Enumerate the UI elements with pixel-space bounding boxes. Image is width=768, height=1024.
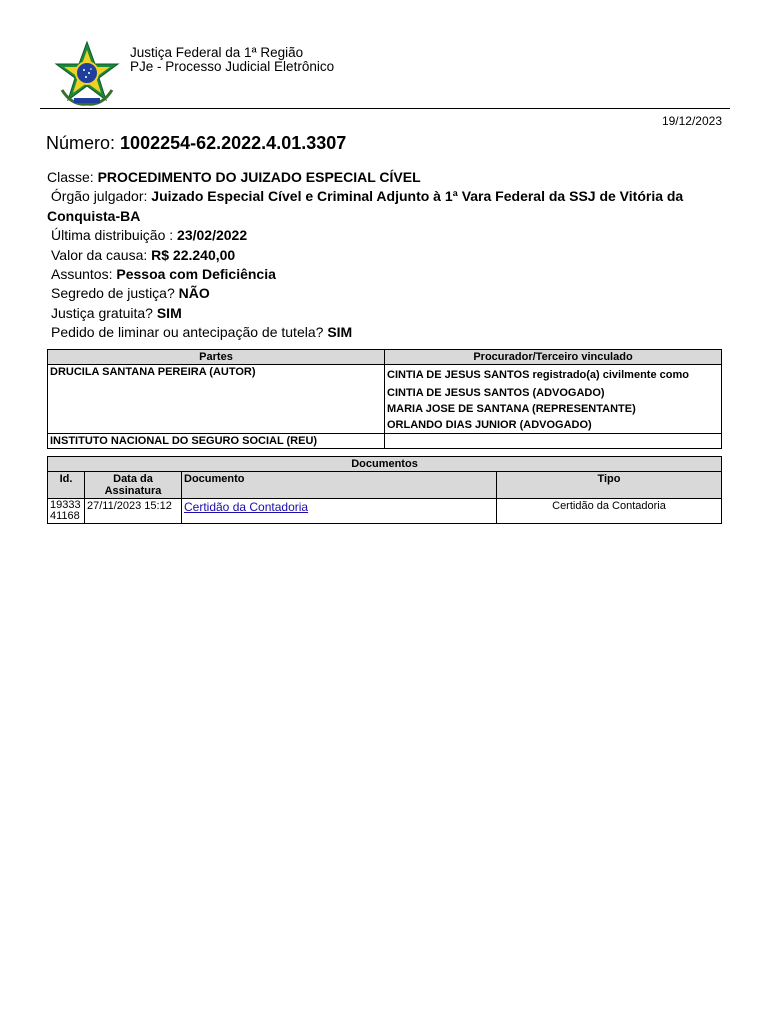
numero-value: 1002254-62.2022.4.01.3307 bbox=[120, 133, 347, 153]
doc-tipo-cell: Certidão da Contadoria bbox=[497, 499, 722, 524]
classe-label: Classe: bbox=[47, 169, 94, 185]
field-valor bbox=[47, 246, 727, 265]
procurador-line: ORLANDO DIAS JUNIOR (ADVOGADO) bbox=[387, 419, 592, 431]
documento-link[interactable]: Certidão da Contadoria bbox=[184, 500, 309, 514]
field-liminar bbox=[47, 323, 727, 342]
field-distribuicao bbox=[47, 226, 727, 245]
field-classe bbox=[47, 168, 727, 187]
segredo-value: NÃO bbox=[178, 285, 210, 302]
header-line-2: PJe - Processo Judicial Eletrônico bbox=[130, 59, 335, 74]
document-date: 19/12/2023 bbox=[661, 114, 722, 128]
partes-table bbox=[47, 349, 722, 449]
field-orgao bbox=[47, 187, 727, 226]
documentos-title: Documentos bbox=[48, 457, 722, 472]
field-assuntos bbox=[47, 265, 727, 284]
orgao-value: Juizado Especial Cível e Criminal Adjunto à 1ª Vara Federal da SSJ de Vitória da Conquista-BA bbox=[47, 188, 684, 224]
procurador-cell bbox=[385, 434, 722, 449]
liminar-value: SIM bbox=[327, 324, 353, 341]
process-number bbox=[46, 133, 346, 154]
doc-date-cell: 27/11/2023 15:12 bbox=[85, 499, 182, 524]
table-row bbox=[48, 499, 722, 524]
gratuita-value: SIM bbox=[156, 304, 182, 321]
brasao-republica-icon bbox=[52, 40, 122, 110]
process-info bbox=[47, 168, 727, 343]
field-segredo bbox=[47, 284, 727, 303]
distribuicao-label: Última distribuição : bbox=[51, 227, 174, 244]
doc-id-cell bbox=[48, 499, 85, 524]
distribuicao-value: 23/02/2022 bbox=[177, 227, 248, 244]
procurador-line: CINTIA DE JESUS SANTOS (ADVOGADO) bbox=[387, 387, 605, 399]
procurador-cell bbox=[385, 365, 722, 434]
classe-value: PROCEDIMENTO DO JUIZADO ESPECIAL CÍVEL bbox=[97, 169, 421, 185]
orgao-label: Órgão julgador: bbox=[50, 188, 148, 205]
assuntos-label: Assuntos: bbox=[51, 266, 113, 283]
header-titles bbox=[130, 46, 334, 74]
id-header: Id. bbox=[48, 472, 85, 499]
documentos-table bbox=[47, 456, 722, 524]
numero-label: Número: bbox=[46, 133, 116, 153]
header-line-1: Justiça Federal da 1ª Região bbox=[130, 45, 304, 60]
doc-link-cell bbox=[182, 499, 497, 524]
parte-cell: INSTITUTO NACIONAL DO SEGURO SOCIAL (REU) bbox=[48, 434, 385, 449]
gratuita-label: Justiça gratuita? bbox=[51, 304, 153, 321]
valor-value: R$ 22.240,00 bbox=[151, 246, 236, 263]
table-row bbox=[48, 365, 722, 434]
valor-label: Valor da causa: bbox=[51, 246, 148, 263]
data-header: Data da Assinatura bbox=[85, 472, 182, 499]
doc-id-line1: 19333 bbox=[50, 499, 81, 511]
doc-id-line2: 41168 bbox=[50, 510, 80, 522]
table-row bbox=[48, 434, 722, 449]
field-gratuita bbox=[47, 304, 727, 323]
liminar-label: Pedido de liminar ou antecipação de tutela? bbox=[51, 324, 324, 341]
procurador-line: CINTIA DE JESUS SANTOS registrado(a) civilmente como bbox=[387, 369, 689, 381]
documento-header: Documento bbox=[182, 472, 497, 499]
assuntos-value: Pessoa com Deficiência bbox=[116, 266, 276, 283]
procurador-line: MARIA JOSE DE SANTANA (REPRESENTANTE) bbox=[387, 403, 636, 415]
procurador-header: Procurador/Terceiro vinculado bbox=[385, 350, 722, 365]
header-divider bbox=[40, 108, 730, 109]
partes-header: Partes bbox=[48, 350, 385, 365]
tipo-header: Tipo bbox=[497, 472, 722, 499]
segredo-label: Segredo de justiça? bbox=[51, 285, 175, 302]
parte-cell: DRUCILA SANTANA PEREIRA (AUTOR) bbox=[48, 365, 385, 434]
